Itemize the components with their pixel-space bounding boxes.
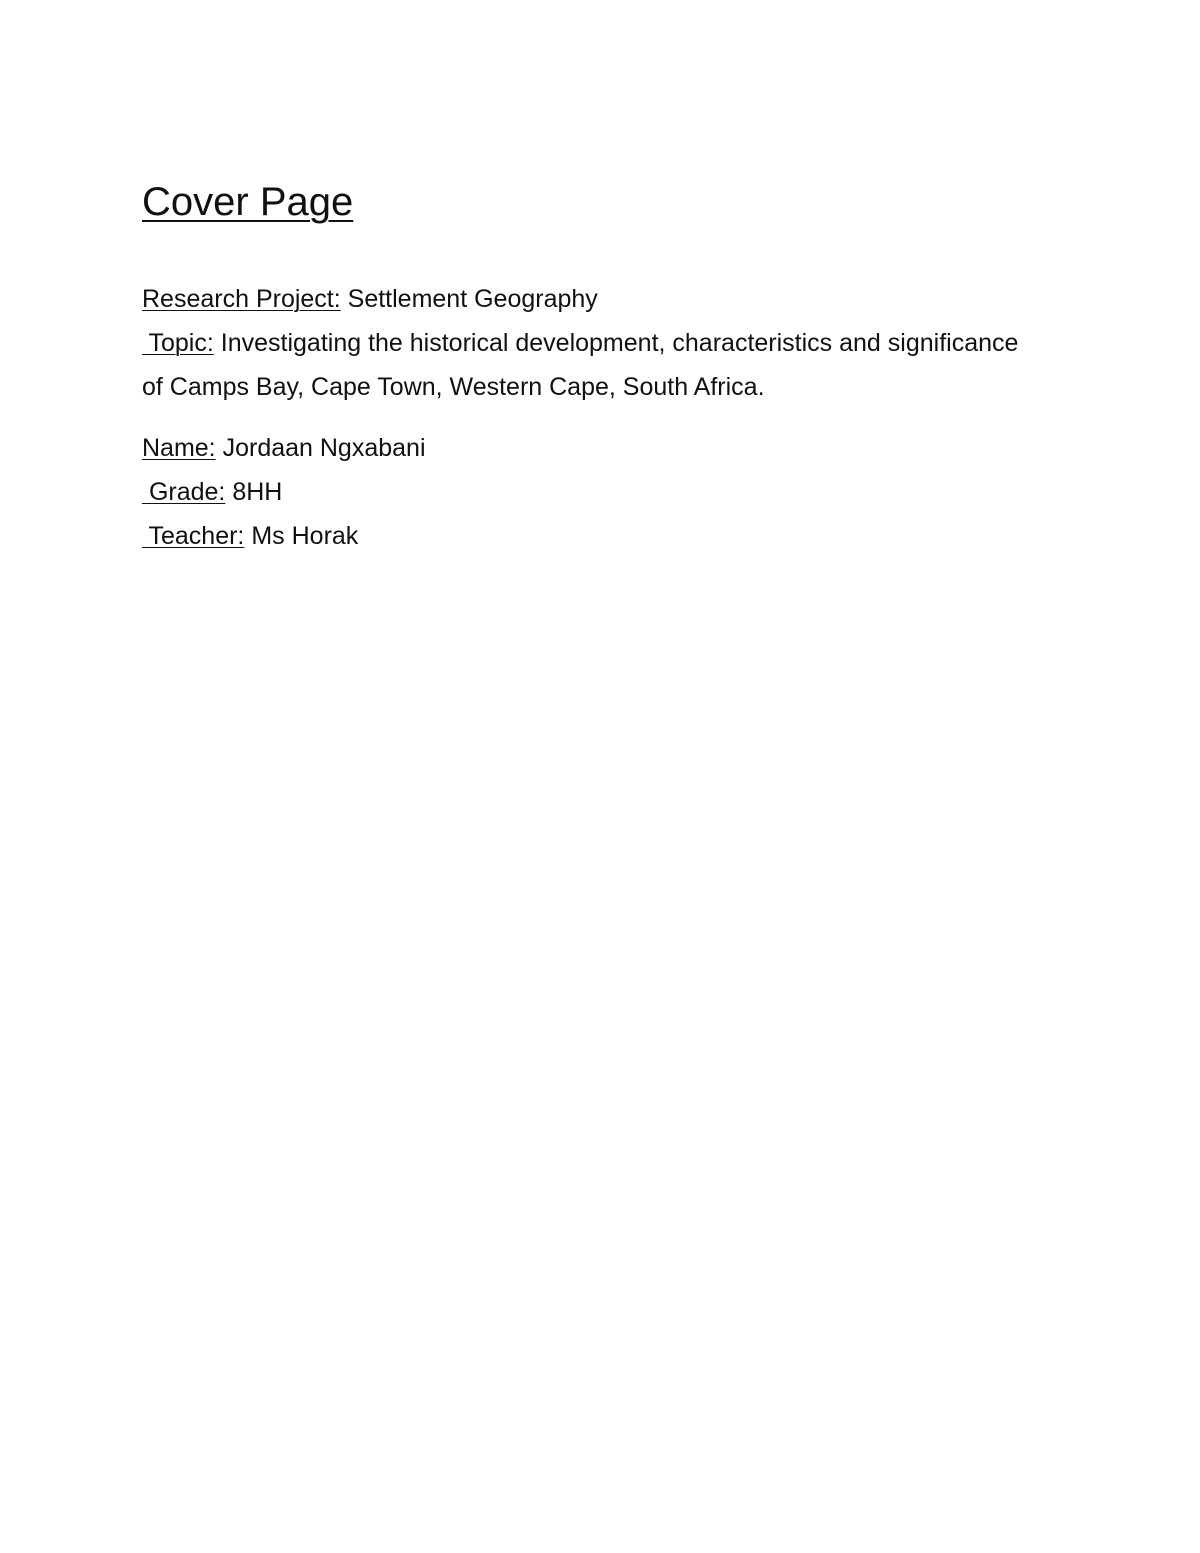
topic-label: Topic: xyxy=(142,329,214,357)
topic-value: Investigating the historical development, characteristics and significance of Camps Bay, Cape Town, Western Cape, South Africa. xyxy=(142,329,1019,401)
project-value: Settlement Geography xyxy=(340,285,598,313)
name-value: Jordaan Ngxabani xyxy=(215,434,426,462)
name-line xyxy=(142,426,1042,470)
spacer xyxy=(142,409,1042,426)
topic-line xyxy=(142,321,1042,409)
cover-content xyxy=(142,176,1042,558)
teacher-line xyxy=(142,514,1042,558)
project-line xyxy=(142,277,1042,321)
page-title: Cover Page xyxy=(142,180,354,224)
teacher-label: Teacher: xyxy=(142,522,245,550)
project-label: Research Project: xyxy=(142,285,341,313)
teacher-value: Ms Horak xyxy=(244,522,359,550)
grade-value: 8HH xyxy=(225,478,283,506)
name-label: Name: xyxy=(142,434,216,462)
grade-line xyxy=(142,470,1042,514)
grade-label: Grade: xyxy=(142,478,226,506)
